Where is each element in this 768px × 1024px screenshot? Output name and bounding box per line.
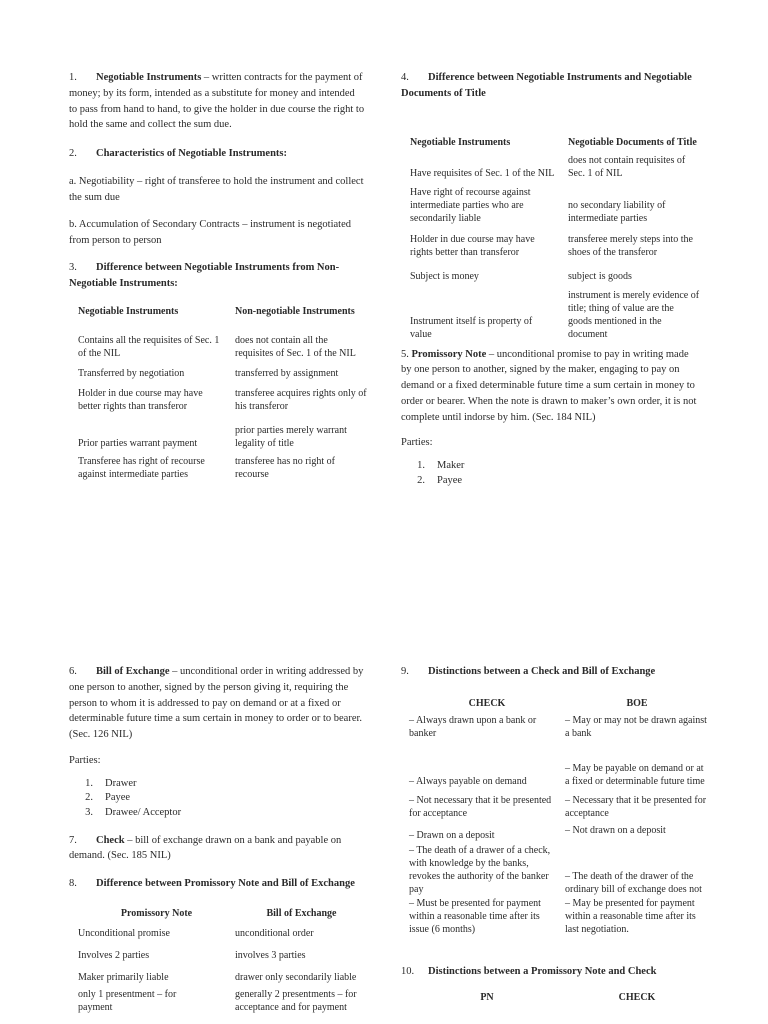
section-3-title: 3. Difference between Negotiable Instruments from Non-Negotiable Instruments: xyxy=(69,261,340,289)
table-cell: Have right of recourse against intermediate parties who are secondarily liable xyxy=(410,186,531,224)
parties-list-bill-of-exchange xyxy=(69,777,365,821)
list-item: 2. Payee xyxy=(417,474,463,486)
table-header: Promissory Note xyxy=(120,907,193,919)
table-header: PN xyxy=(480,991,494,1003)
section-4-title: 4. Difference between Negotiable Instruments and Negotiable Documents of Title xyxy=(401,72,692,99)
table-header: BOE xyxy=(626,697,648,709)
table-cell: only 1 presentment – for payment xyxy=(78,988,177,1013)
table-cell: transferee acquires rights only of his transferor xyxy=(235,388,367,413)
table-cell: Involves 2 parties xyxy=(78,949,150,961)
table-cell: – The death of a drawer of a check, with knowledge by the banks, revokes the authority of the banker pay xyxy=(409,844,551,895)
section-7: 7. Check – bill of exchange drawn on a bank and payable on demand. (Sec. 185 NIL) xyxy=(69,834,342,862)
table-cell: Instrument itself is property of value xyxy=(410,315,533,340)
parties-label: Parties: xyxy=(401,437,433,449)
list-item: 1. Maker xyxy=(417,460,465,471)
table-cell: – The death of the drawer of the ordinary bill of exchange does not xyxy=(565,870,702,895)
table-cell: does not contain requisites of Sec. 1 of NIL xyxy=(568,154,686,179)
table-header: Negotiable Instruments xyxy=(410,136,511,148)
table-cell: Unconditional promise xyxy=(78,927,170,939)
section-6: 6. Bill of Exchange – unconditional order in writing addressed by one person to another, signed by the person giving it, requiring the person to whom it is addressed to pay on demand or at a fixed or determinable future time a sum certain in money to order or to bearer. (Sec. 126 NIL) xyxy=(69,666,364,740)
table-negotiable-vs-non-negotiable xyxy=(78,305,368,481)
list-item: 1. Drawer xyxy=(85,777,137,789)
table-pn-vs-check xyxy=(409,988,709,1004)
parties-list-promissory-note xyxy=(401,459,699,488)
table-cell: Subject is money xyxy=(410,270,479,282)
list-item: 2. Payee xyxy=(85,792,131,804)
term-check: Check xyxy=(96,834,125,846)
section-8-title: 8. Difference between Promissory Note and Bill of Exchange xyxy=(69,878,355,890)
term-negotiable-instruments: Negotiable Instruments xyxy=(96,72,202,83)
table-cell: – Drawn on a deposit xyxy=(409,829,495,841)
table-check-vs-boe xyxy=(409,686,709,936)
table-cell: Holder in due course may have rights better than transferor xyxy=(410,233,535,258)
list-item: 3. Drawee/ Acceptor xyxy=(85,806,182,818)
table-cell: – May be payable on demand or at a fixed or determinable future time xyxy=(565,762,705,787)
table-cell: transferee merely steps into the shoes of the transferor xyxy=(568,233,693,258)
table-cell: involves 3 parties xyxy=(235,949,306,961)
table-negotiable-vs-documents-of-title xyxy=(410,116,700,341)
section-10-title: 10. Distinctions between a Promissory Note and Check xyxy=(401,965,657,977)
table-cell: transferred by assignment xyxy=(235,368,339,380)
table-cell: does not contain all the requisites of Sec. 1 of the NIL xyxy=(235,335,356,360)
table-cell: no secondary liability of intermediate parties xyxy=(568,199,666,224)
left-column-bottom xyxy=(69,664,365,1014)
table-cell: instrument is merely evidence of title; thing of value are the goods mentioned in the document xyxy=(568,289,700,340)
table-cell: – Necessary that it be presented for acceptance xyxy=(565,794,707,819)
table-cell: Have requisites of Sec. 1 of the NIL xyxy=(410,167,555,179)
table-header: Non-negotiable Instruments xyxy=(235,306,355,318)
section-2a: a. Negotiability – right of transferee to hold the instrument and collect the sum due xyxy=(69,175,364,203)
table-cell: transferee has no right of recourse xyxy=(235,456,335,481)
table-cell: Transferee has right of recourse against intermediate parties xyxy=(78,456,205,481)
table-cell: generally 2 presentments – for acceptance and for payment xyxy=(235,988,357,1013)
table-cell: – Must be presented for payment within a reasonable time after its issue (6 months) xyxy=(409,897,541,935)
table-cell: prior parties merely warrant legality of title xyxy=(235,425,347,450)
table-header: Negotiable Instruments xyxy=(78,306,179,318)
section-1: 1. Negotiable Instruments – written contracts for the payment of money; by its form, intended as a substitute for money and intended to pass from hand to hand, to give the holder in due course the right to hold the same and collect the sum due. xyxy=(69,72,365,131)
section-5: 5. Promissory Note – unconditional promise to pay in writing made by one person to another, signed by the maker, engaging to pay on demand or a fixed determinable future time a sum certain in money to order or bearer. When the note is drawn to maker’s own order, it is not complete until indorse by him. (Sec. 184 NIL) xyxy=(401,348,697,423)
left-column-top xyxy=(69,70,365,481)
table-cell: – May or may not be drawn against a bank xyxy=(565,714,707,739)
table-header: CHECK xyxy=(468,697,506,709)
table-cell: subject is goods xyxy=(568,270,632,282)
section-2-title: 2. Characteristics of Negotiable Instruments: xyxy=(69,148,288,159)
table-cell: drawer only secondarily liable xyxy=(235,971,357,983)
table-cell: – Always payable on demand xyxy=(409,775,527,787)
right-column-bottom xyxy=(401,664,711,1004)
table-cell: – Not necessary that it be presented for acceptance xyxy=(409,794,552,819)
table-cell: – Not drawn on a deposit xyxy=(565,824,666,836)
table-cell: Prior parties warrant payment xyxy=(78,438,198,450)
parties-label: Parties: xyxy=(69,754,101,766)
table-cell: unconditional order xyxy=(235,927,314,939)
table-promissory-vs-bill xyxy=(78,898,368,1014)
term-promissory-note: Promissory Note xyxy=(411,348,487,360)
table-header: Bill of Exchange xyxy=(266,907,337,919)
section-9-title: 9. Distinctions between a Check and Bill of Exchange xyxy=(401,666,656,677)
section-2b: b. Accumulation of Secondary Contracts – instrument is negotiated from person to person xyxy=(69,219,351,246)
right-column-top xyxy=(401,70,699,488)
table-cell: Transferred by negotiation xyxy=(78,368,185,380)
table-cell: – May be presented for payment within a reasonable time after its last negotiation. xyxy=(565,897,696,935)
table-cell: Holder in due course may have better rights than transferor xyxy=(78,388,203,413)
table-cell: – Always drawn upon a bank or banker xyxy=(409,714,537,739)
table-cell: Contains all the requisites of Sec. 1 of the NIL xyxy=(78,335,220,360)
table-cell: Maker primarily liable xyxy=(78,971,169,983)
table-header: Negotiable Documents of Title xyxy=(568,136,697,148)
table-header: CHECK xyxy=(618,991,656,1003)
term-bill-of-exchange: Bill of Exchange xyxy=(96,666,170,677)
